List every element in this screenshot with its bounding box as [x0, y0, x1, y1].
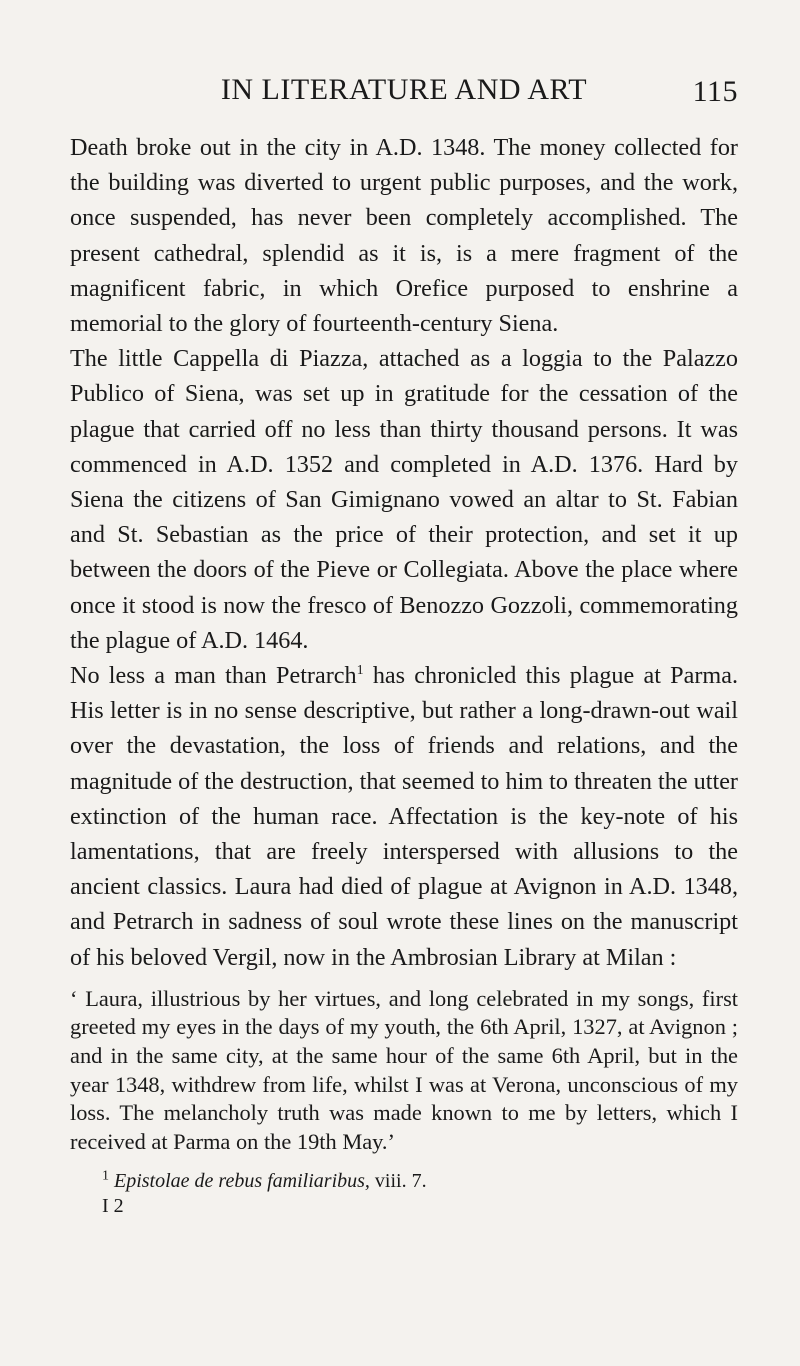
footnote-reference: 1 [356, 662, 364, 678]
printer-signature: I 2 [102, 1195, 124, 1218]
page-number: 115 [692, 75, 738, 108]
book-page [70, 70, 738, 1218]
footnote-title: Epistolae de rebus familiaribus, [114, 1170, 370, 1193]
petrarch-text-continued: and Petrarch in sadness of soul wrote these lines on the manuscript of his beloved Vergil, now in the Ambrosian Library at Milan : [70, 908, 738, 971]
running-head [70, 70, 738, 110]
body-text [70, 130, 738, 975]
petrarch-text-after-note: has chronicled this plague at Parma. His letter is in no sense descriptive, but rather a long-drawn-out wail over the devastation, the loss of friends and relations, and the magnitude of the destruction, that seemed to him to threaten the utter extinction of the human race. Affectation is the key-note of his lamentations, that are freely interspersed with allusions to the ancient classics. Laura had died of plague at Avignon in A.D. 1348, [70, 662, 738, 901]
footnote-marker: 1 [102, 1168, 109, 1184]
petrarch-text-before-note: No less a man than Petrarch [70, 662, 357, 690]
footnote-reference-text: viii. 7. [374, 1170, 427, 1193]
footnote [70, 1168, 738, 1194]
paragraph-petrarch [70, 658, 738, 975]
paragraph-cappella: The little Cappella di Piazza, attached as a loggia to the Palazzo Publico of Siena, was set up in gratitude for the cessation of the plague that carried off no less than thirty thousand persons. It was commenced in A.D. 1352 and completed in A.D. 1376. Hard by Siena the citizens of San Gimignano vowed an altar to St. Fabian and St. Sebastian as the price of their protection, and set it up between the doors of the Pieve or Collegiata. Above the place where once it stood is now the fresco of Benozzo Gozzoli, commemorating the plague of A.D. 1464. [70, 345, 738, 654]
paragraph-cathedral: Death broke out in the city in A.D. 1348. The money collected for the building was diverted to urgent public purposes, and the work, once suspended, has never been completely accomplished. The present cathedral, splendid as it is, is a mere fragment of the magnificent fabric, in which Orefice purposed to enshrine a memorial to the glory of fourteenth-century Siena. [70, 134, 738, 338]
running-title: IN LITERATURE AND ART [220, 73, 588, 106]
laura-quote: ‘ Laura, illustrious by her virtues, and long celebrated in my songs, first greeted my eyes in the days of my youth, the 6th April, 1327, at Avignon ; and in the same city, at the same hour of the same 6th April, but in the year 1348, withdrew from life, whilst I was at Verona, unconscious of my loss. The melancholy truth was made known to me by letters, which I received at Parma on the 19th May.’ [70, 985, 738, 1154]
